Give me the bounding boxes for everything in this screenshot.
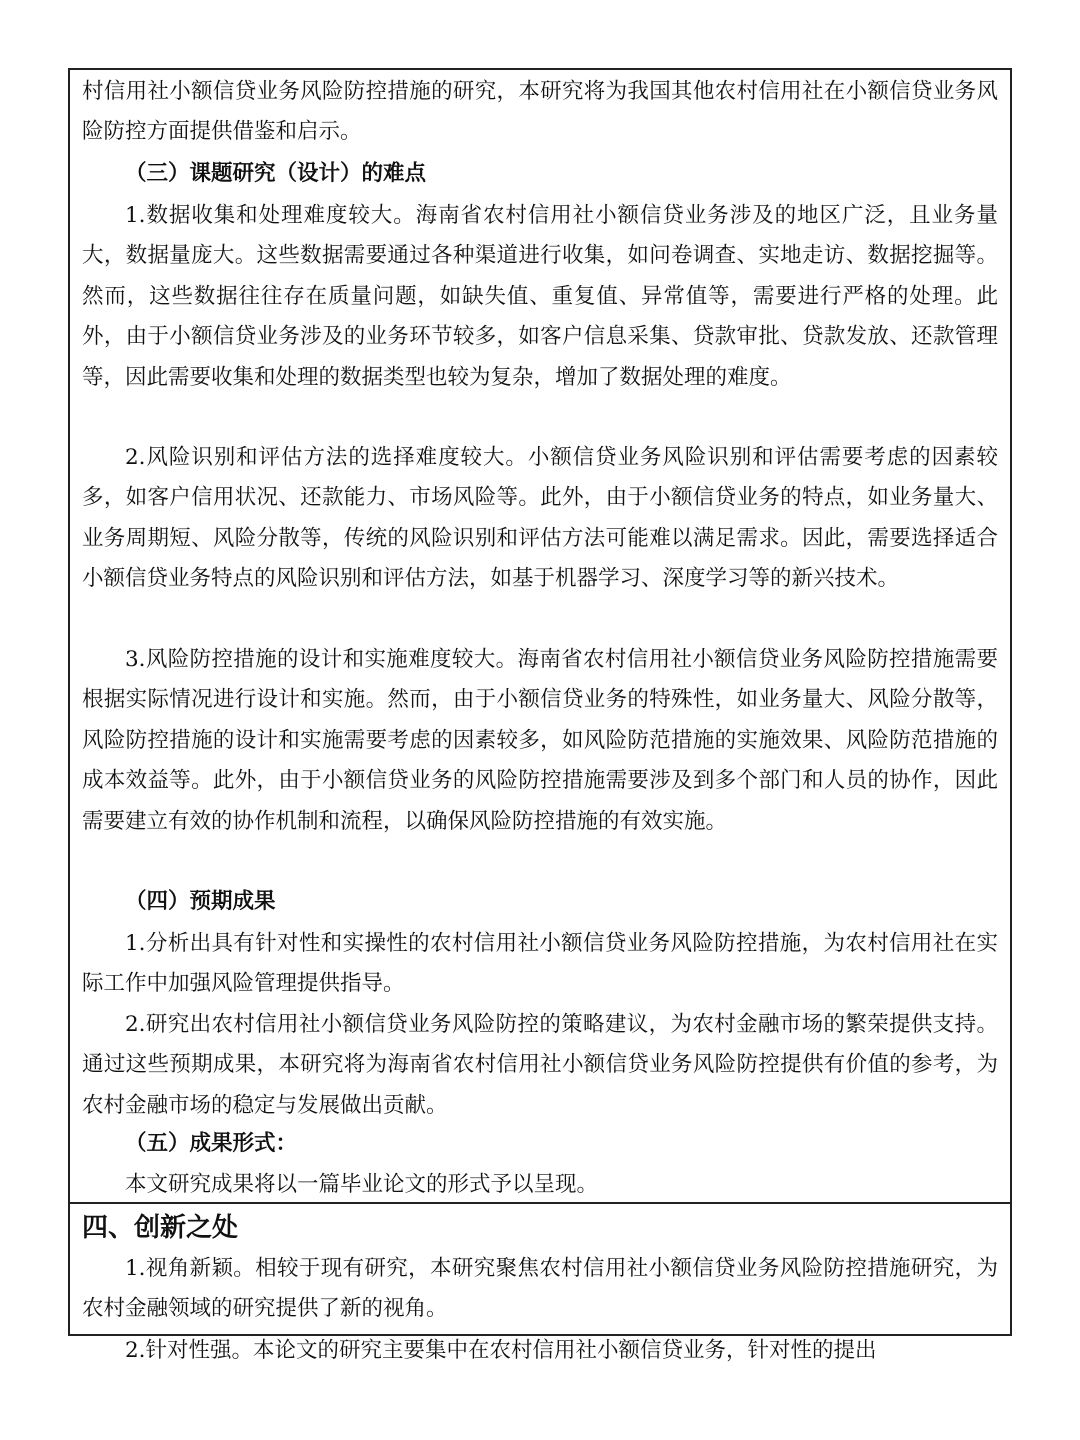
opening-paragraph: 村信用社小额信贷业务风险防控措施的研究，本研究将为我国其他农村信用社在小额信贷业务风险防控方面提供借鉴和启示。 <box>82 79 998 145</box>
research-section-cell <box>70 70 1010 1204</box>
difficulty-paragraph-2: 2.风险识别和评估方法的选择难度较大。小额信贷业务风险识别和评估需要考虑的因素较多，如客户信用状况、还款能力、市场风险等。此外，由于小额信贷业务的特点，如业务量大、业务周期短、风险分散等，传统的风险识别和评估方法可能难以满足需求。因此，需要选择适合小额信贷业务特点的风险识别和评估方法，如基于机器学习、深度学习等的新兴技术。 <box>82 445 998 592</box>
form-heading: （五）成果形式： <box>125 1131 298 1156</box>
innovation-point-1: 1.视角新颖。相较于现有研究，本研究聚焦农村信用社小额信贷业务风险防控措施研究，为农村金融领域的研究提供了新的视角。 <box>82 1256 998 1322</box>
difficulty-paragraph-3: 3.风险防控措施的设计和实施难度较大。海南省农村信用社小额信贷业务风险防控措施需要根据实际情况进行设计和实施。然而，由于小额信贷业务的特殊性，如业务量大、风险分散等，风险防控措施的设计和实施需要考虑的因素较多，如风险防范措施的实施效果、风险防范措施的成本效益等。此外，由于小额信贷业务的风险防控措施需要涉及到多个部门和人员的协作，因此需要建立有效的协作机制和流程，以确保风险防控措施的有效实施。 <box>82 647 998 834</box>
outcome-paragraph-1: 1.分析出具有针对性和实操性的农村信用社小额信贷业务风险防控措施，为农村信用社在实际工作中加强风险管理提供指导。 <box>82 931 998 997</box>
difficulty-paragraph-1: 1.数据收集和处理难度较大。海南省农村信用社小额信贷业务涉及的地区广泛，且业务量大，数据量庞大。这些数据需要通过各种渠道进行收集，如问卷调查、实地走访、数据挖掘等。然而，这些数据往往存在质量问题，如缺失值、重复值、异常值等，需要进行严格的处理。此外，由于小额信贷业务涉及的业务环节较多，如客户信息采集、贷款审批、贷款发放、还款管理等，因此需要收集和处理的数据类型也较为复杂，增加了数据处理的难度。 <box>82 203 998 390</box>
difficulties-heading: （三）课题研究（设计）的难点 <box>125 161 427 186</box>
innovation-point-2: 2.针对性强。本论文的研究主要集中在农村信用社小额信贷业务，针对性的提出 <box>125 1338 877 1363</box>
outcomes-heading: （四）预期成果 <box>125 889 276 914</box>
outcome-paragraph-2: 2.研究出农村信用社小额信贷业务风险防控的策略建议，为农村金融市场的繁荣提供支持。通过这些预期成果，本研究将为海南省农村信用社小额信贷业务风险防控提供有价值的参考，为农村金融市场的稳定与发展做出贡献。 <box>82 1012 998 1118</box>
document-table-frame <box>68 68 1012 1363</box>
form-text: 本文研究成果将以一篇毕业论文的形式予以呈现。 <box>125 1172 599 1197</box>
innovation-heading: 四、创新之处 <box>82 1213 239 1243</box>
